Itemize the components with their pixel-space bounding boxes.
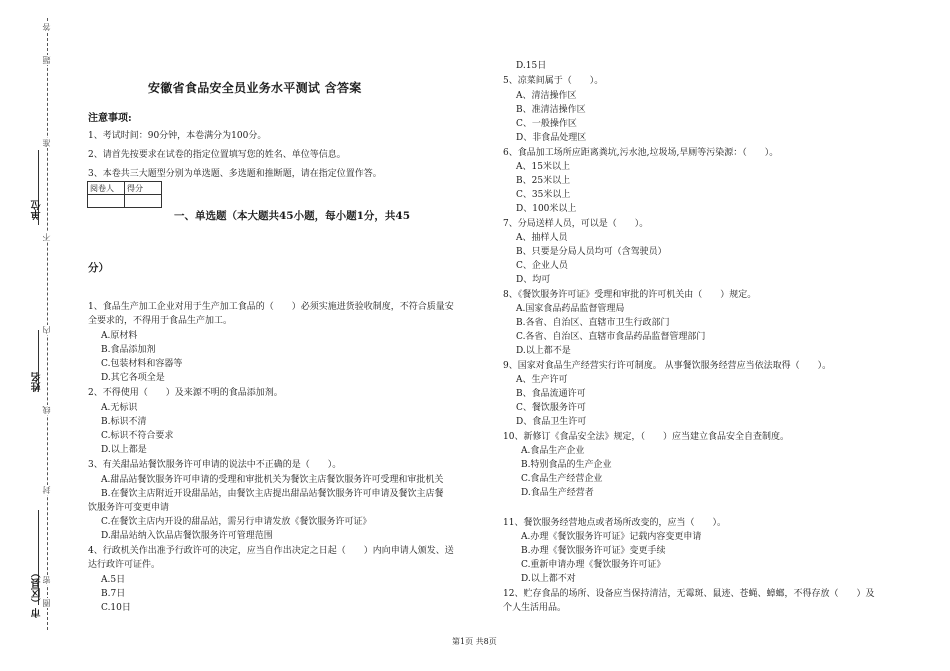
question-text: 3、有关甜品站餐饮服务许可申请的说法中不正确的是（ ）。 xyxy=(88,460,342,470)
question-text: 2、不得使用（ ）及来源不明的食品添加剂。 xyxy=(88,388,283,398)
cut-mark: 内 xyxy=(42,326,51,334)
answer-option: D、均可 xyxy=(516,275,551,285)
answer-option: B.各省、自治区、直辖市卫生行政部门 xyxy=(516,318,670,328)
cut-mark: 准 xyxy=(42,139,51,147)
grader-cell[interactable] xyxy=(88,195,125,208)
score-cell[interactable] xyxy=(125,195,162,208)
score-header: 得分 xyxy=(125,182,162,195)
answer-option: B、25米以上 xyxy=(516,176,571,186)
answer-option: A.无标识 xyxy=(101,403,138,413)
answer-option: B.食品添加剂 xyxy=(101,345,156,355)
answer-option: B.标识不清 xyxy=(101,417,147,427)
district-field-label: 市（区县） xyxy=(32,568,43,618)
question-text: 全要求的，不得用于食品生产加工。 xyxy=(88,316,233,326)
answer-option: B、只要是分局人员均可（含驾驶员） xyxy=(516,247,667,257)
answer-option: D.以上都不是 xyxy=(516,346,571,356)
answer-option: C.10日 xyxy=(101,603,131,613)
cut-mark: 线 xyxy=(42,406,51,414)
answer-option: A、抽样人员 xyxy=(516,233,568,243)
answer-option: D.甜品站纳入饮品店餐饮服务许可管理范围 xyxy=(101,531,273,541)
answer-option: C.在餐饮主店内开设的甜品站，需另行申请发放《餐饮服务许可证》 xyxy=(101,517,372,527)
name-field-label: 姓名 xyxy=(32,372,43,392)
section-heading: 一、单选题（本大题共45小题，每小题1分，共45 xyxy=(174,210,411,222)
answer-option: A.办理《餐饮服务许可证》记载内容变更申请 xyxy=(521,532,702,542)
answer-option: A.国家食品药品监督管理局 xyxy=(516,304,625,314)
answer-option: D.15日 xyxy=(516,61,547,71)
question-text: 8、《餐饮服务许可证》受理和审批的许可机关由（ ）规定。 xyxy=(503,290,757,300)
answer-option: A、生产许可 xyxy=(516,375,568,385)
answer-option: D、非食品处理区 xyxy=(516,133,587,143)
notice-item: 1、考试时间：90分钟，本卷满分为100分。 xyxy=(88,131,267,141)
answer-option: C、一般操作区 xyxy=(516,119,577,129)
answer-option: B.特别食品的生产企业 xyxy=(521,460,612,470)
answer-option: A、清洁操作区 xyxy=(516,91,577,101)
cut-mark: 密 xyxy=(42,576,51,584)
cut-line xyxy=(47,18,48,630)
answer-option: C、餐饮服务许可 xyxy=(516,403,586,413)
answer-option: B.在餐饮主店附近开设甜品站，由餐饮主店提出甜品站餐饮服务许可申请及餐饮主店餐 xyxy=(101,489,444,499)
answer-option: A.5日 xyxy=(101,575,126,585)
notice-heading: 注意事项: xyxy=(88,113,132,124)
cut-mark: 封 xyxy=(42,486,51,494)
question-text: 4、行政机关作出准予行政许可的决定，应当自作出决定之日起（ ）内向申请人颁发、送 xyxy=(88,546,454,556)
grader-header: 阅卷人 xyxy=(88,182,125,195)
answer-option: A.食品生产企业 xyxy=(521,446,585,456)
answer-option: D.食品生产经营者 xyxy=(521,488,594,498)
question-text: 9、国家对食品生产经营实行许可制度。 从事餐饮服务经营应当依法取得（ ）。 xyxy=(503,361,832,371)
cut-mark: 不 xyxy=(42,233,51,241)
answer-option: C、35米以上 xyxy=(516,190,571,200)
question-text: 个人生活用品。 xyxy=(503,603,567,613)
question-text: 7、分局送样人员，可以是（ ）。 xyxy=(503,219,649,229)
answer-option: D、食品卫生许可 xyxy=(516,417,587,427)
question-text: 6、食品加工场所应距离粪坑,污水池,垃圾场,旱厕等污染源：（ ）。 xyxy=(503,148,779,158)
section-heading-cont: 分） xyxy=(88,262,109,274)
answer-option: D.以上都不对 xyxy=(521,574,576,584)
question-text: 5、凉菜间属于（ ）。 xyxy=(503,76,604,86)
answer-option: B、准清洁操作区 xyxy=(516,105,586,115)
answer-option: B.7日 xyxy=(101,589,126,599)
answer-option: C、企业人员 xyxy=(516,261,568,271)
answer-option: C.标识不符合要求 xyxy=(101,431,174,441)
answer-option: B.办理《餐饮服务许可证》变更手续 xyxy=(521,546,666,556)
answer-option: A.原材料 xyxy=(101,331,138,341)
question-text: 10、新修订《食品安全法》规定，（ ）应当建立食品安全自查制度。 xyxy=(503,432,789,442)
page-footer: 第1页 共8页 xyxy=(452,637,497,646)
unit-field-label: 单位 xyxy=(32,200,43,220)
answer-option: A、15米以上 xyxy=(516,162,570,172)
answer-option: C.重新申请办理《餐饮服务许可证》 xyxy=(521,560,666,570)
question-text: 12、贮存食品的场所、设备应当保持清洁，无霉斑、鼠迹、苍蝇、蟑螂，不得存放（ ）及 xyxy=(503,589,875,599)
cut-mark: 题 xyxy=(42,56,51,64)
binding-margin xyxy=(22,20,62,660)
question-text: 11、餐饮服务经营地点或者场所改变的，应当（ ）。 xyxy=(503,518,726,528)
notice-item: 2、请首先按要求在试卷的指定位置填写您的姓名、单位等信息。 xyxy=(88,150,346,160)
answer-option-cont: 饮服务许可变更申请 xyxy=(88,503,170,513)
cut-mark: 圈 xyxy=(42,599,51,607)
answer-option: C.包装材料和容器等 xyxy=(101,359,183,369)
answer-option: C.各省、自治区、直辖市食品药品监督管理部门 xyxy=(516,332,706,342)
cut-mark: 答 xyxy=(42,23,51,31)
score-table xyxy=(87,181,162,208)
answer-option: A.甜品站餐饮服务许可申请的受理和审批机关为餐饮主店餐饮服务许可受理和审批机关 xyxy=(101,475,444,485)
answer-option: C.食品生产经营企业 xyxy=(521,474,603,484)
exam-title: 安徽省食品安全员业务水平测试 含答案 xyxy=(148,81,362,95)
answer-option: D.其它各项全是 xyxy=(101,373,165,383)
notice-item: 3、本卷共三大题型分别为单选题、多选题和推断题，请在指定位置作答。 xyxy=(88,169,382,179)
answer-option: D.以上都是 xyxy=(101,445,147,455)
question-text: 达行政许可证件。 xyxy=(88,560,161,570)
answer-option: B、食品流通许可 xyxy=(516,389,586,399)
question-text: 1、食品生产加工企业对用于生产加工食品的（ ）必须实施进货验收制度，不符合质量安 xyxy=(88,302,454,312)
answer-option: D、100米以上 xyxy=(516,204,577,214)
